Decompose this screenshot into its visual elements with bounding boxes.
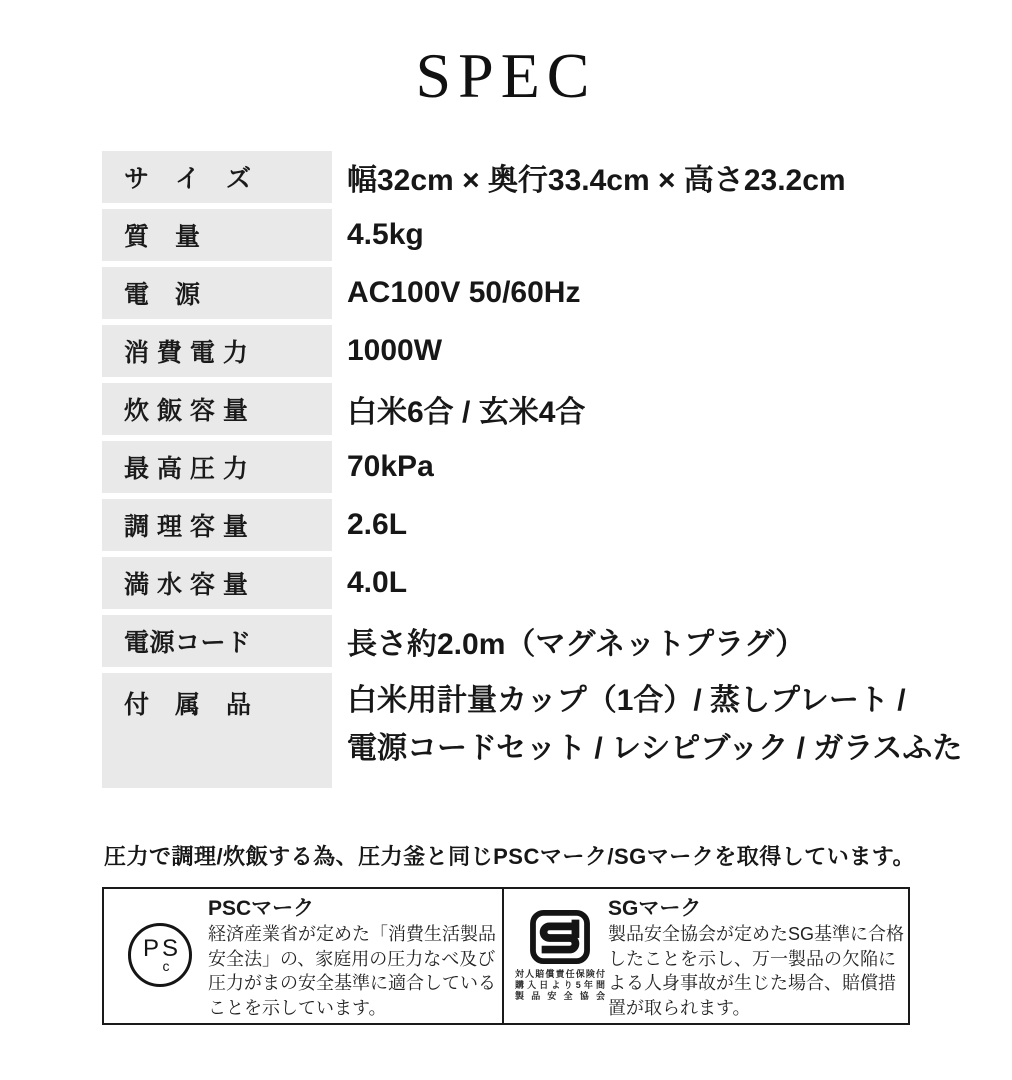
spec-label: 電源コード bbox=[102, 615, 332, 667]
psc-description-line: 圧力がまの安全基準に適合している bbox=[208, 973, 496, 993]
spec-label: 消 費 電 力 bbox=[102, 325, 332, 377]
spec-row-max-pressure bbox=[102, 441, 910, 493]
spec-row-size bbox=[102, 151, 910, 203]
sg-logo-column bbox=[512, 893, 608, 1017]
sg-description-line: よる人身事故が生じた場合、賠償措 bbox=[608, 973, 896, 993]
spec-value: 白米6合 / 玄米4合 bbox=[347, 396, 586, 429]
spec-label: 最 高 圧 力 bbox=[102, 441, 332, 493]
spec-table bbox=[102, 151, 963, 788]
page-title: SPEC bbox=[415, 40, 597, 111]
psc-description-line: ことを示しています。 bbox=[208, 997, 387, 1017]
spec-row-power-consumption bbox=[102, 325, 910, 377]
spec-label: 炊 飯 容 量 bbox=[102, 383, 332, 435]
spec-value-line: 電源コードセット / レシピブック / ガラスふた bbox=[347, 732, 963, 765]
psc-description-line: 安全法」の、家庭用の圧力なべ及び bbox=[208, 948, 496, 969]
spec-row-cooking-capacity bbox=[102, 499, 910, 551]
certification-note: 圧力で調理/炊飯する為、圧力釜と同じPSCマーク/SGマークを取得しています。 bbox=[104, 844, 915, 869]
sg-description-line: 製品安全協会が定めたSG基準に合格 bbox=[608, 924, 905, 944]
psc-mark-icon bbox=[128, 923, 192, 987]
sg-mark-icon bbox=[529, 909, 591, 965]
sg-title: SGマーク bbox=[608, 897, 702, 920]
spec-label: 調 理 容 量 bbox=[102, 499, 332, 551]
spec-value: 幅32cm × 奥行33.4cm × 高さ23.2cm bbox=[347, 164, 846, 197]
spec-value: 70kPa bbox=[347, 450, 434, 483]
psc-description bbox=[208, 922, 496, 1017]
spec-value: 2.6L bbox=[347, 508, 408, 541]
certification-box bbox=[102, 887, 910, 1025]
sg-mark-caption bbox=[515, 969, 605, 1002]
psc-title: PSCマーク bbox=[208, 897, 315, 920]
spec-value: 長さ約2.0m（マグネットプラグ） bbox=[347, 628, 806, 661]
sg-description-line: 置が取られます。 bbox=[608, 997, 751, 1017]
spec-value: AC100V 50/60Hz bbox=[347, 276, 581, 309]
sg-caption-line: 購入日より5年間 bbox=[515, 979, 605, 990]
spec-value-line: 白米用計量カップ（1合）/ 蒸しプレート / bbox=[347, 684, 906, 717]
spec-label: サ イ ズ bbox=[102, 151, 332, 203]
sg-description bbox=[608, 922, 904, 1017]
spec-value bbox=[332, 673, 962, 788]
spec-value: 4.5kg bbox=[347, 218, 424, 251]
content-area bbox=[102, 151, 963, 1025]
psc-section bbox=[104, 889, 504, 1023]
sg-section bbox=[504, 889, 910, 1023]
psc-text-column bbox=[208, 893, 496, 1017]
spec-row-power-cord bbox=[102, 615, 910, 667]
spec-label: 質 量 bbox=[102, 209, 332, 261]
psc-mark-letters: PS bbox=[142, 935, 181, 962]
spec-value: 4.0L bbox=[347, 566, 408, 599]
sg-caption-line: 製品安全協会 bbox=[515, 990, 605, 1001]
psc-mark-sub-letter: c bbox=[162, 958, 170, 974]
spec-label: 電 源 bbox=[102, 267, 332, 319]
spec-label: 満 水 容 量 bbox=[102, 557, 332, 609]
psc-description-line: 経済産業省が定めた「消費生活製品 bbox=[208, 924, 496, 944]
spec-row-power-source bbox=[102, 267, 910, 319]
spec-row-rice-capacity bbox=[102, 383, 910, 435]
sg-text-column bbox=[608, 893, 904, 1017]
psc-logo-column bbox=[112, 893, 208, 1017]
spec-label: 付 属 品 bbox=[102, 673, 332, 788]
spec-value: 1000W bbox=[347, 334, 443, 367]
sg-description-line: したことを示し、万一製品の欠陥に bbox=[608, 948, 896, 969]
spec-row-full-water-capacity bbox=[102, 557, 910, 609]
spec-row-weight bbox=[102, 209, 910, 261]
spec-row-accessories bbox=[102, 673, 963, 788]
sg-caption-line: 対人賠償責任保険付 bbox=[515, 968, 605, 979]
